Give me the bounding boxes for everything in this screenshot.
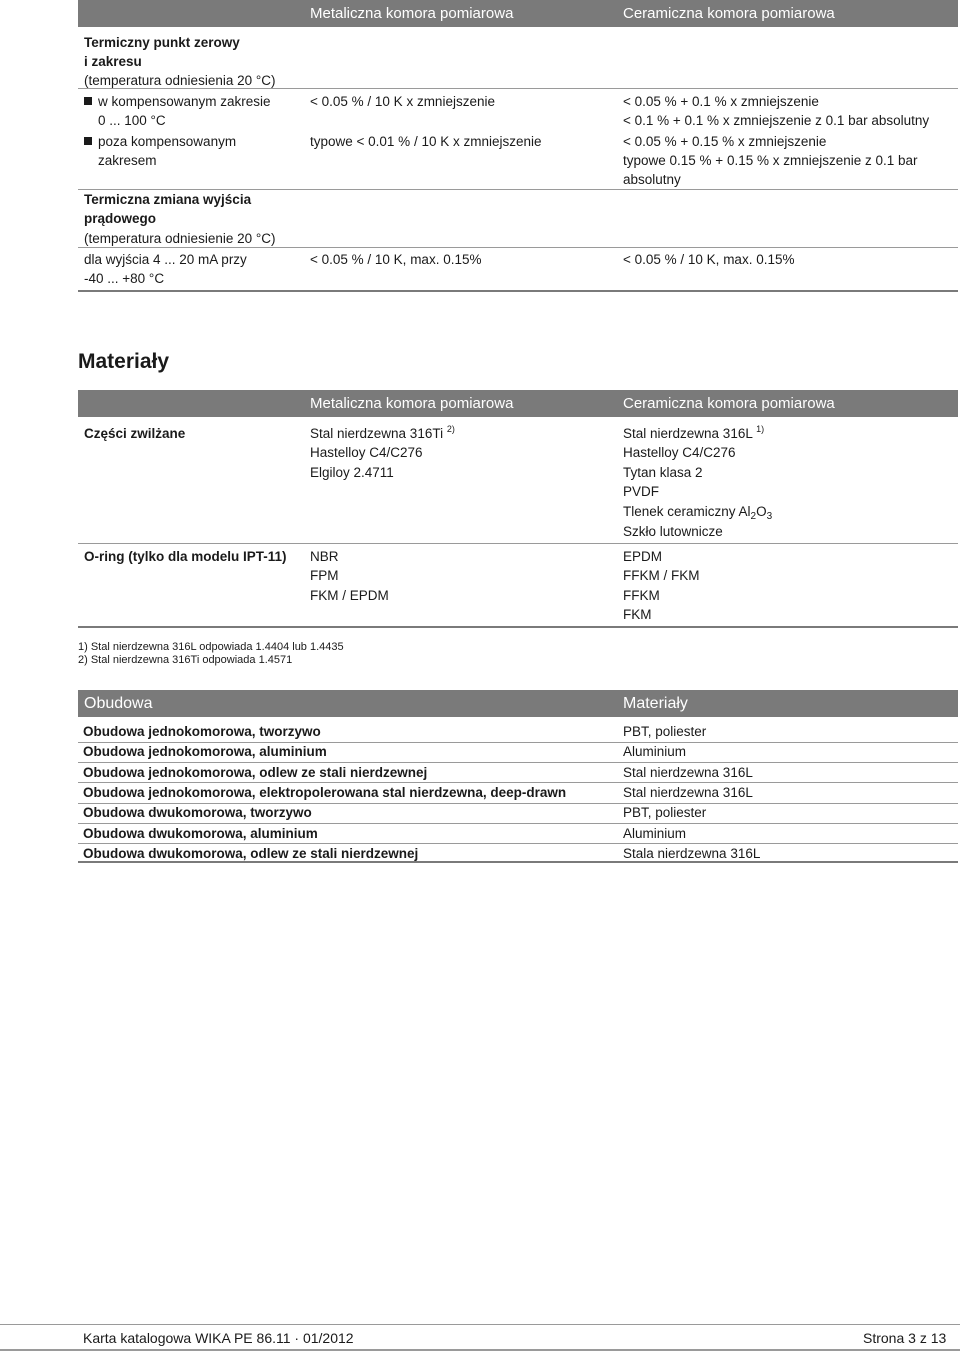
row-label-reference-temp-2: (temperatura odniesienie 20 °C) — [84, 231, 276, 246]
bullet-square-icon — [84, 97, 92, 105]
ceramic-outside-value-3: absolutny — [623, 172, 681, 187]
metal-outside-value: typowe < 0.01 % / 10 K x zmniejszenie — [310, 134, 542, 149]
row-label-thermal-zero: Termiczny punkt zerowy — [84, 35, 240, 50]
housing-table-header — [78, 690, 958, 717]
oring-ceramic-4: FKM — [623, 607, 652, 622]
footnote-ref: 1) — [756, 424, 765, 434]
materials-bottom-rule — [78, 626, 958, 628]
row-label-current-output-cont: prądowego — [84, 211, 157, 226]
housing-row-material: Stala nierdzewna 316L — [623, 845, 761, 861]
housing-row-material: PBT, poliester — [623, 805, 707, 821]
wetted-ceramic-4: PVDF — [623, 484, 660, 499]
row-label-compensated: w kompensowanym zakresie — [84, 92, 271, 112]
ceramic-compensated-value: < 0.05 % + 0.1 % x zmniejszenie — [623, 94, 819, 109]
housing-row-material: Stal nierdzewna 316L — [623, 764, 753, 780]
metal-current-value: < 0.05 % / 10 K, max. 0.15% — [310, 252, 482, 267]
housing-bottom-rule — [78, 861, 958, 863]
wetted-parts-label: Części zwilżane — [84, 426, 186, 441]
ceramic-outside-value: < 0.05 % + 0.15 % x zmniejszenie — [623, 134, 827, 149]
wetted-ceramic-1: Stal nierdzewna 316L $^{1)}$ — [623, 424, 765, 441]
top-row-divider-1 — [78, 88, 958, 89]
top-table-bottom-rule — [78, 290, 958, 292]
housing-row-material: Stal nierdzewna 316L — [623, 784, 753, 800]
housing-row-name: Obudowa dwukomorowa, odlew ze stali nierdzewnej — [83, 845, 419, 861]
page-footer-right: Strona 3 z 13 — [863, 1330, 947, 1346]
bullet-square-icon — [84, 137, 92, 145]
housing-row-name: Obudowa jednokomorowa, aluminium — [83, 744, 327, 760]
row-label-compensated-range: 0 ... 100 °C — [98, 113, 166, 128]
wetted-ceramic-oxide: Tlenek ceramiczny $Al_2O_3$ — [623, 504, 773, 522]
ceramic-current-value: < 0.05 % / 10 K, max. 0.15% — [623, 252, 795, 267]
top-header-metal: Metaliczna komora pomiarowa — [310, 5, 514, 22]
housing-row-name: Obudowa dwukomorowa, tworzywo — [83, 805, 312, 821]
housing-row-name: Obudowa jednokomorowa, elektropolerowana stal nierdzewna, deep-drawn — [83, 784, 567, 800]
housing-row-material: PBT, poliester — [623, 724, 707, 739]
top-row-divider-3 — [78, 247, 958, 248]
housing-row-material: Aluminium — [623, 744, 687, 760]
materials-table-header — [78, 390, 958, 417]
ceramic-outside-value-2: typowe 0.15 % + 0.15 % x zmniejszenie z 0.1 bar — [623, 153, 918, 168]
row-label-reference-temp: (temperatura odniesienia 20 °C) — [84, 73, 276, 88]
oring-metal-2: FPM — [310, 568, 339, 583]
page-footer-rule — [0, 1324, 960, 1325]
materials-title: Materiały — [78, 350, 170, 373]
materials-header-ceramic: Ceramiczna komora pomiarowa — [623, 395, 835, 412]
oring-ceramic-2: FFKM / FKM — [623, 568, 700, 583]
oring-label: O-ring (tylko dla modelu IPT-11) — [84, 549, 287, 564]
oring-ceramic-1: EPDM — [623, 549, 663, 564]
page-footer-left: Karta katalogowa WIKA PE 86.11 · 01/2012 — [83, 1330, 354, 1346]
row-label-thermal-zero-cont: i zakresu — [84, 54, 142, 69]
housing-row-name: Obudowa jednokomorowa, odlew ze stali nierdzewnej — [83, 764, 428, 780]
row-label-current-output: Termiczna zmiana wyjścia — [84, 192, 252, 207]
metal-compensated-value: < 0.05 % / 10 K x zmniejszenie — [310, 94, 495, 109]
oring-ceramic-3: FFKM — [623, 588, 660, 603]
materials-header-metal: Metaliczna komora pomiarowa — [310, 395, 514, 412]
oring-metal-1: NBR — [310, 549, 339, 564]
row-label-outside: poza kompensowanym — [84, 132, 236, 152]
footnote-ref: 2) — [446, 424, 455, 434]
wetted-metal-1: Stal nierdzewna 316Ti $^{2)}$ — [310, 424, 455, 441]
wetted-metal-3: Elgiloy 2.4711 — [310, 465, 394, 480]
top-header-ceramic: Ceramiczna komora pomiarowa — [623, 5, 835, 22]
top-row-divider-2 — [78, 189, 958, 190]
oring-metal-3: FKM / EPDM — [310, 588, 389, 603]
ceramic-compensated-value-2: < 0.1 % + 0.1 % x zmniejszenie z 0.1 bar absolutny — [623, 113, 930, 128]
top-table-header — [78, 0, 958, 27]
wetted-ceramic-3: Tytan klasa 2 — [623, 465, 703, 480]
row-label-outside-cont: zakresem — [98, 153, 157, 168]
row-label-output-temp: -40 ... +80 °C — [84, 271, 165, 286]
footnote-1: 1) Stal nierdzewna 316L odpowiada 1.4404 lub 1.4435 — [78, 641, 344, 653]
materials-row-divider — [78, 543, 958, 544]
housing-row-name: Obudowa jednokomorowa, tworzywo — [83, 724, 321, 739]
wetted-ceramic-6: Szkło lutownicze — [623, 524, 723, 539]
housing-header-material: Materiały — [623, 695, 688, 712]
housing-header-name: Obudowa — [84, 695, 153, 712]
wetted-ceramic-2: Hastelloy C4/C276 — [623, 445, 736, 460]
housing-row-material: Aluminium — [623, 825, 687, 841]
housing-row-name: Obudowa dwukomorowa, aluminium — [83, 825, 318, 841]
wetted-metal-2: Hastelloy C4/C276 — [310, 445, 423, 460]
footnote-2: 2) Stal nierdzewna 316Ti odpowiada 1.4571 — [78, 654, 293, 666]
row-label-output-range: dla wyjścia 4 ... 20 mA przy — [84, 252, 247, 267]
